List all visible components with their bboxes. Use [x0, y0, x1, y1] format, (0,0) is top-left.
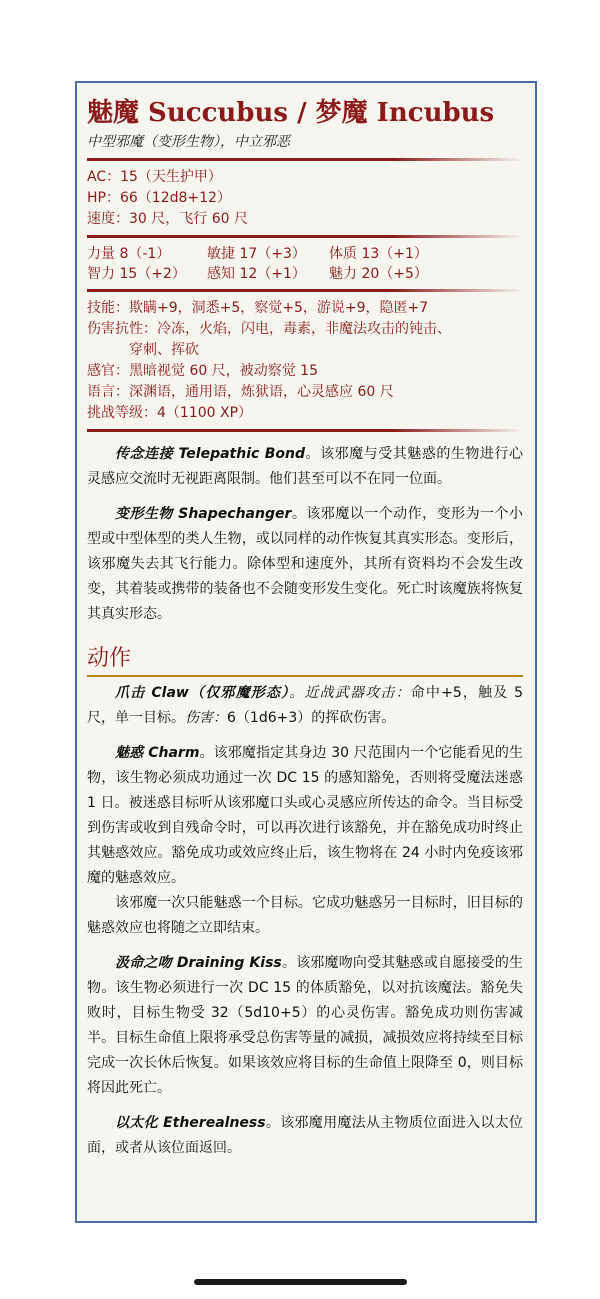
monster-subtitle: 中型邪魔（变形生物），中立邪恶 — [87, 134, 290, 150]
action-etherealness: 以太化 Etherealness。该邪魔用魔法从主物质位面进入以太位面，或者从该位面返回。 — [87, 1114, 523, 1156]
divider — [87, 235, 523, 238]
section-divider — [87, 675, 523, 677]
divider — [87, 429, 523, 432]
ability-scores — [87, 244, 523, 284]
ability-wis: 感知 12（+1） — [207, 266, 306, 282]
ability-dex: 敏捷 17（+3） — [207, 246, 306, 262]
senses: 感官：黑暗视觉 60 尺，被动察觉 15 — [87, 363, 318, 379]
action-draining-kiss: 汲命之吻 Draining Kiss。该邪魔吻向受其魅惑或自愿接受的生物。该生物必须进行一次 DC 15 的体质豁免，以对抗该魔法。豁免失败时，目标生物受 32（5d10+5）的心灵伤害。豁免成功则伤害减半。目标生命值上限将承受总伤害等量的减损，减损效应将持续至目标完成一次长休后恢复。如果该效应将目标的生命值上限降至 0，则目标将因此死亡。 — [87, 954, 524, 1096]
ability-con: 体质 13（+1） — [329, 246, 428, 262]
ability-cha: 魅力 20（+5） — [329, 266, 428, 282]
divider — [87, 158, 523, 161]
hit-points: HP：66（12d8+12） — [87, 190, 231, 206]
home-indicator[interactable] — [194, 1279, 407, 1285]
languages: 语言：深渊语，通用语，炼狱语，心灵感应 60 尺 — [87, 384, 394, 400]
ability-int: 智力 15（+2） — [87, 266, 186, 282]
trait-shapechanger: 变形生物 Shapechanger。该邪魔以一个动作，变形为一个小型或中型体型的类人生物，或以同样的动作恢复其真实形态。变形后，该邪魔失去其飞行能力。除体型和速度外，其所有资料均不会发生改变，其着装或携带的装备也不会随变形发生变化。死亡时该魔族将恢复其真实形态。 — [87, 506, 523, 622]
stat-block-card — [75, 81, 537, 1223]
challenge-rating: 挑战等级：4（1100 XP） — [87, 405, 253, 421]
ability-str: 力量 8（-1） — [87, 246, 171, 262]
divider — [87, 289, 523, 292]
damage-resistances-line2: 穿刺、挥砍 — [129, 342, 199, 358]
action-charm: 魅惑 Charm。该邪魔指定其身边 30 尺范围内一个它能看见的生物，该生物必须成功通过一次 DC 15 的感知豁免，否则将受魔法迷惑 1 日。被迷惑目标听从该邪魔口头或心灵感应所传达的命令。当目标受到伤害或收到自残命令时，可以再次进行该豁免，并在豁免成功时终止其魅惑效应。豁免成功或效应终止后，该生物将在 24 小时内免疫该邪魔的魅惑效应。 — [87, 744, 523, 886]
trait-telepathic-bond: 传念连接 Telepathic Bond。该邪魔与受其魅惑的生物进行心灵感应交流时无视距离限制。他们甚至可以不在同一位面。 — [87, 446, 524, 487]
damage-resistances-line1: 伤害抗性：冷冻，火焰，闪电，毒素，非魔法攻击的钝击、 — [87, 321, 451, 337]
actions-heading: 动作 — [87, 646, 132, 671]
speed: 速度：30 尺，飞行 60 尺 — [87, 211, 248, 227]
action-charm-note: 该邪魔一次只能魅惑一个目标。它成功魅惑另一目标时，旧目标的魅惑效应也将随之立即结束。 — [87, 894, 523, 936]
armor-class: AC：15（天生护甲） — [87, 169, 222, 185]
action-claw: 爪击 Claw（仅邪魔形态）。近战武器攻击：命中+5，触及 5 尺，单一目标。伤害：6（1d6+3）的挥砍伤害。 — [87, 684, 524, 726]
skills: 技能：欺瞒+9，洞悉+5，察觉+5，游说+9，隐匿+7 — [87, 300, 429, 316]
monster-title: 魅魔 Succubus / 梦魔 Incubus — [87, 98, 495, 128]
